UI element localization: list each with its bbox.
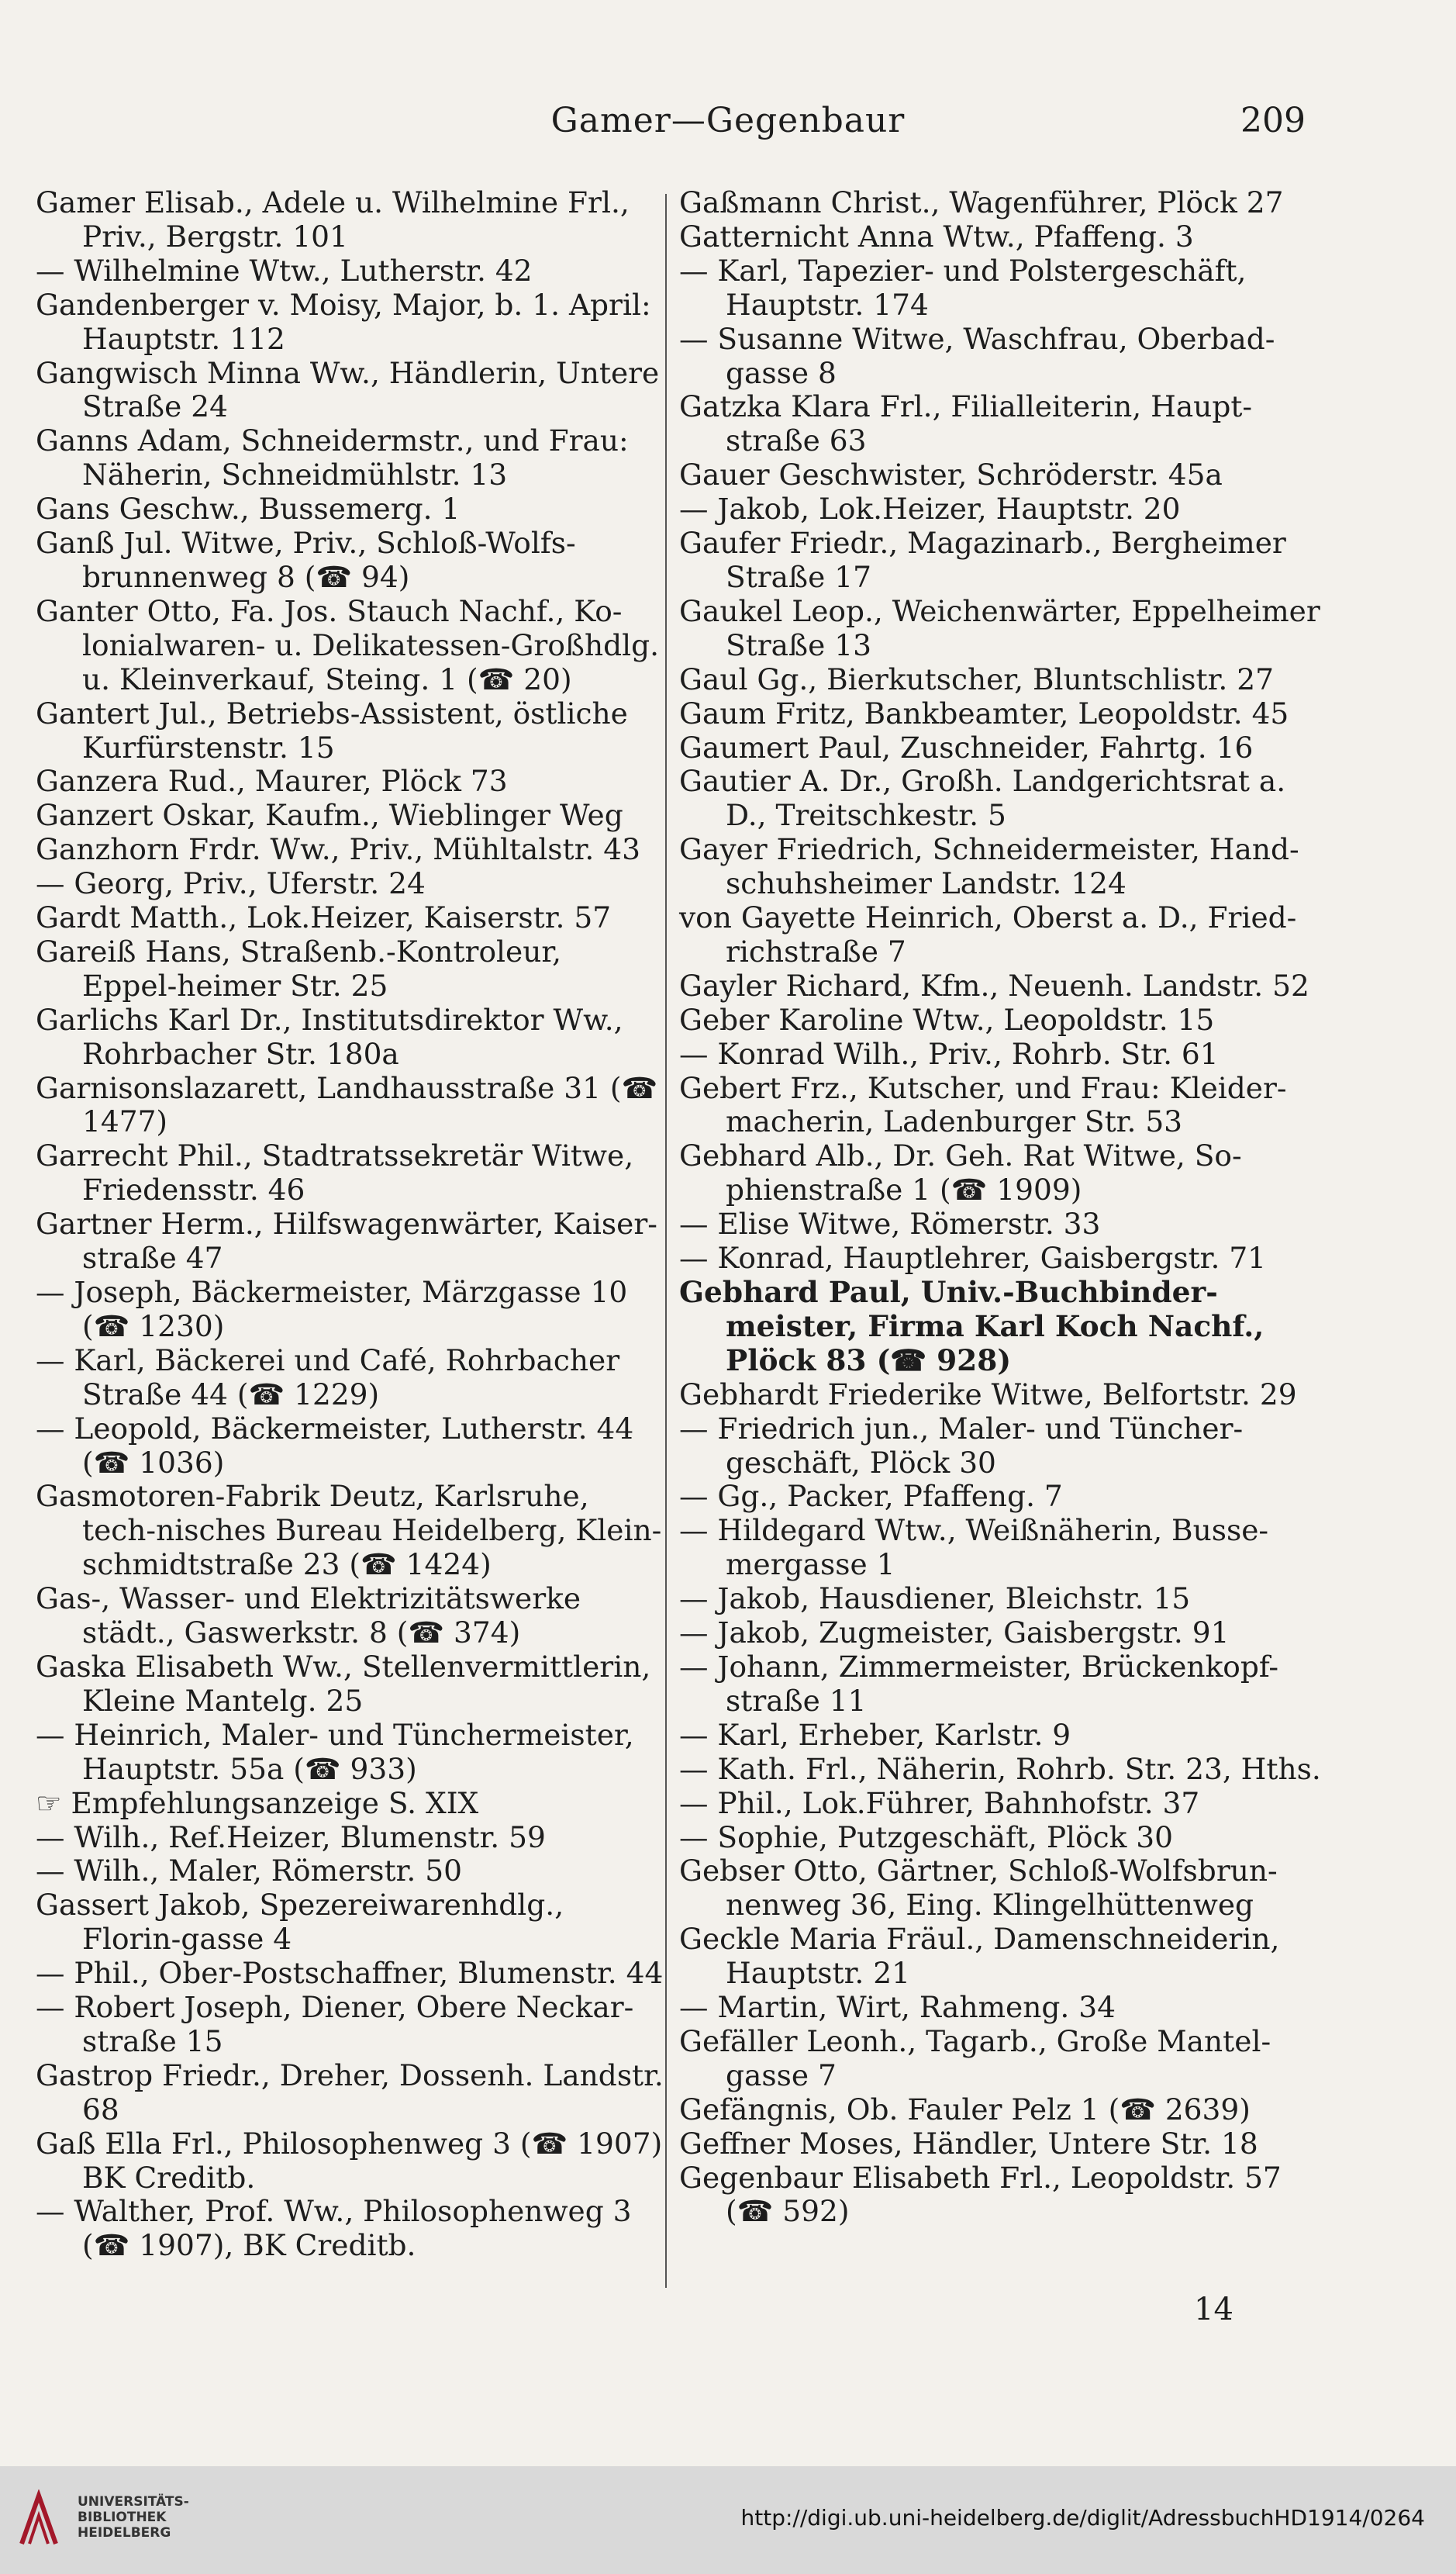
directory-entry: — Friedrich jun., Maler- und Tüncher-geschäft, Plöck 30 bbox=[679, 1411, 1244, 1480]
logo-line: HEIDELBERG bbox=[78, 2525, 171, 2541]
directory-entry: Gayler Richard, Kfm., Neuenh. Landstr. 52 bbox=[679, 968, 1309, 1003]
directory-entry: — Karl, Tapezier- und Polstergeschäft, Hauptstr. 174 bbox=[679, 253, 1247, 322]
running-head: Gamer—Gegenbaur bbox=[550, 101, 906, 140]
directory-entry: — Georg, Priv., Uferstr. 24 bbox=[36, 866, 426, 901]
directory-entry: — Konrad, Hauptlehrer, Gaisbergstr. 71 bbox=[679, 1241, 1267, 1276]
directory-entry: Gatternicht Anna Wtw., Pfaffeng. 3 bbox=[679, 219, 1194, 254]
directory-entry: Gaufer Friedr., Magazinarb., Bergheimer Straße 17 bbox=[679, 526, 1286, 594]
directory-entry: Garlichs Karl Dr., Institutsdirektor Ww., Rohrbacher Str. 180a bbox=[36, 1002, 623, 1071]
directory-entry: — Konrad Wilh., Priv., Rohrb. Str. 61 bbox=[679, 1036, 1219, 1071]
footer-bar bbox=[0, 2466, 1456, 2574]
directory-entry: Garnisonslazarett, Landhausstraße 31 (☎ 1477) bbox=[36, 1070, 658, 1139]
directory-entry: — Karl, Erheber, Karlstr. 9 bbox=[679, 1717, 1071, 1752]
directory-entry: Geber Karoline Wtw., Leopoldstr. 15 bbox=[679, 1002, 1215, 1037]
directory-entry: Gayer Friedrich, Schneidermeister, Hand-schuhsheimer Landstr. 124 bbox=[679, 832, 1299, 901]
source-url-link[interactable]: http://digi.ub.uni-heidelberg.de/diglit/AdressbuchHD1914/0264 bbox=[740, 2505, 1425, 2531]
directory-entry: — Martin, Wirt, Rahmeng. 34 bbox=[679, 1990, 1116, 2025]
directory-entry: — Karl, Bäckerei und Café, Rohrbacher Straße 44 (☎ 1229) bbox=[36, 1342, 620, 1411]
directory-entry: Gegenbaur Elisabeth Frl., Leopoldstr. 57 (☎ 592) bbox=[679, 2160, 1282, 2229]
directory-entry: Gareiß Hans, Straßenb.-Kontroleur, Eppel-heimer Str. 25 bbox=[36, 934, 562, 1003]
directory-entry: Gamer Elisab., Adele u. Wilhelmine Frl., Priv., Bergstr. 101 bbox=[36, 185, 630, 254]
directory-entry: — Kath. Frl., Näherin, Rohrb. Str. 23, Hths. bbox=[679, 1751, 1321, 1786]
directory-entry: Gandenberger v. Moisy, Major, b. 1. April: Hauptstr. 112 bbox=[36, 287, 651, 356]
directory-entry: Gebhard Alb., Dr. Geh. Rat Witwe, So-phienstraße 1 (☎ 1909) bbox=[679, 1138, 1242, 1208]
signature-mark: 14 bbox=[1194, 2292, 1233, 2327]
directory-entry: Gasmotoren-Fabrik Deutz, Karlsruhe, tech-nisches Bureau Heidelberg, Klein-schmidtstraße 23 (☎ 1424) bbox=[36, 1479, 662, 1582]
right-column bbox=[679, 186, 1323, 2229]
directory-entry: ☞ Empfehlungsanzeige S. XIX bbox=[36, 1785, 479, 1820]
directory-entry: — Susanne Witwe, Waschfrau, Oberbad-gasse 8 bbox=[679, 321, 1275, 390]
directory-entry: Gaß Ella Frl., Philosophenweg 3 (☎ 1907) BK Creditb. bbox=[36, 2126, 663, 2195]
directory-entry: Ganns Adam, Schneidermstr., und Frau: Näherin, Schneidmühlstr. 13 bbox=[36, 423, 629, 492]
directory-entry: Gaumert Paul, Zuschneider, Fahrtg. 16 bbox=[679, 730, 1254, 765]
directory-entry: Gartner Herm., Hilfswagenwärter, Kaiser-straße 47 bbox=[36, 1207, 657, 1276]
logo-line: UNIVERSITÄTS- bbox=[78, 2494, 189, 2510]
library-logo-icon bbox=[16, 2489, 62, 2552]
directory-entry: Gaßmann Christ., Wagenführer, Plöck 27 bbox=[679, 185, 1284, 219]
directory-entry: Ganzert Oskar, Kaufm., Wieblinger Weg bbox=[36, 798, 623, 833]
directory-entry: Gaska Elisabeth Ww., Stellenvermittlerin, Kleine Mantelg. 25 bbox=[36, 1649, 651, 1718]
directory-entry: Ganß Jul. Witwe, Priv., Schloß-Wolfs-brunnenweg 8 (☎ 94) bbox=[36, 526, 576, 594]
directory-entry: Garrecht Phil., Stadtratssekretär Witwe, Friedensstr. 46 bbox=[36, 1138, 634, 1208]
directory-entry: — Robert Joseph, Diener, Obere Neckar-straße 15 bbox=[36, 1990, 634, 2058]
directory-entry: — Heinrich, Maler- und Tünchermeister, Hauptstr. 55a (☎ 933) bbox=[36, 1717, 634, 1786]
directory-entry: Gangwisch Minna Ww., Händlerin, Untere Straße 24 bbox=[36, 355, 660, 424]
directory-entry: — Jakob, Zugmeister, Gaisbergstr. 91 bbox=[679, 1615, 1230, 1650]
directory-entry: Gauer Geschwister, Schröderstr. 45a bbox=[679, 458, 1223, 492]
directory-entry: — Wilhelmine Wtw., Lutherstr. 42 bbox=[36, 253, 533, 288]
directory-entry: — Elise Witwe, Römerstr. 33 bbox=[679, 1207, 1101, 1242]
directory-entry: Gebhard Paul, Univ.-Buchbinder-meister, Firma Karl Koch Nachf., Plöck 83 (☎ 928) bbox=[679, 1275, 1265, 1377]
directory-entry: Ganzhorn Frdr. Ww., Priv., Mühltalstr. 43 bbox=[36, 832, 640, 867]
directory-entry: — Sophie, Putzgeschäft, Plöck 30 bbox=[679, 1819, 1173, 1854]
directory-entry: — Johann, Zimmermeister, Brückenkopf-straße 11 bbox=[679, 1649, 1279, 1718]
directory-entry: Ganzera Rud., Maurer, Plöck 73 bbox=[36, 764, 508, 799]
directory-entry: Gas-, Wasser- und Elektrizitätswerke städt., Gaswerkstr. 8 (☎ 374) bbox=[36, 1581, 581, 1650]
directory-entry: Gardt Matth., Lok.Heizer, Kaiserstr. 57 bbox=[36, 900, 612, 935]
directory-entry: — Wilh., Ref.Heizer, Blumenstr. 59 bbox=[36, 1819, 546, 1854]
directory-entry: — Hildegard Wtw., Weißnäherin, Busse-mergasse 1 bbox=[679, 1513, 1269, 1582]
library-logo-text bbox=[78, 2494, 189, 2541]
directory-entry: Geffner Moses, Händler, Untere Str. 18 bbox=[679, 2126, 1258, 2161]
directory-entry: Gefängnis, Ob. Fauler Pelz 1 (☎ 2639) bbox=[679, 2092, 1251, 2127]
directory-entry: Gaum Fritz, Bankbeamter, Leopoldstr. 45 bbox=[679, 696, 1289, 731]
directory-entry: Gans Geschw., Bussemerg. 1 bbox=[36, 492, 461, 527]
page-number: 209 bbox=[1240, 101, 1306, 140]
directory-entry: Gastrop Friedr., Dreher, Dossenh. Landstr. 68 bbox=[36, 2057, 664, 2127]
directory-entry: Gassert Jakob, Spezereiwarenhdlg., Florin-gasse 4 bbox=[36, 1888, 564, 1957]
directory-entry: Gebser Otto, Gärtner, Schloß-Wolfsbrun-nenweg 36, Eing. Klingelhüttenweg bbox=[679, 1854, 1278, 1923]
directory-entry: Geckle Maria Fräul., Damenschneiderin, Hauptstr. 21 bbox=[679, 1922, 1280, 1991]
column-divider bbox=[665, 194, 667, 2288]
directory-entry: — Phil., Ober-Postschaffner, Blumenstr. 44 bbox=[36, 1956, 664, 1991]
logo-line: BIBLIOTHEK bbox=[78, 2510, 167, 2525]
directory-entry: — Jakob, Lok.Heizer, Hauptstr. 20 bbox=[679, 492, 1181, 527]
directory-entry: Gefäller Leonh., Tagarb., Große Mantel-gasse 7 bbox=[679, 2023, 1271, 2092]
directory-entry: Gatzka Klara Frl., Filialleiterin, Haupt-straße 63 bbox=[679, 389, 1253, 458]
directory-entry: Gantert Jul., Betriebs-Assistent, östliche Kurfürstenstr. 15 bbox=[36, 696, 628, 765]
directory-entry: Gaul Gg., Bierkutscher, Bluntschlistr. 27 bbox=[679, 662, 1274, 696]
directory-entry: — Gg., Packer, Pfaffeng. 7 bbox=[679, 1479, 1063, 1514]
directory-entry: Gaukel Leop., Weichenwärter, Eppelheimer Straße 13 bbox=[679, 593, 1320, 662]
left-column bbox=[36, 186, 664, 2263]
directory-entry: — Phil., Lok.Führer, Bahnhofstr. 37 bbox=[679, 1785, 1200, 1820]
directory-entry: Gautier A. Dr., Großh. Landgerichtsrat a. D., Treitschkestr. 5 bbox=[679, 764, 1286, 833]
directory-entry: — Walther, Prof. Ww., Philosophenweg 3 (☎ 1907), BK Creditb. bbox=[36, 2194, 632, 2263]
directory-entry: — Leopold, Bäckermeister, Lutherstr. 44 (☎ 1036) bbox=[36, 1411, 634, 1480]
directory-entry: — Joseph, Bäckermeister, Märzgasse 10 (☎ 1230) bbox=[36, 1275, 628, 1343]
directory-entry: — Wilh., Maler, Römerstr. 50 bbox=[36, 1854, 462, 1888]
directory-entry: Ganter Otto, Fa. Jos. Stauch Nachf., Ko-lonialwaren- u. Delikatessen-Großhdlg. u. Kleinverkauf, Steing. 1 (☎ 20) bbox=[36, 593, 660, 696]
directory-entry: — Jakob, Hausdiener, Bleichstr. 15 bbox=[679, 1581, 1191, 1616]
directory-entry: Gebert Frz., Kutscher, und Frau: Kleider-macherin, Ladenburger Str. 53 bbox=[679, 1070, 1287, 1139]
directory-entry: Gebhardt Friederike Witwe, Belfortstr. 29 bbox=[679, 1377, 1297, 1411]
directory-entry: von Gayette Heinrich, Oberst a. D., Fried-richstraße 7 bbox=[679, 900, 1297, 969]
